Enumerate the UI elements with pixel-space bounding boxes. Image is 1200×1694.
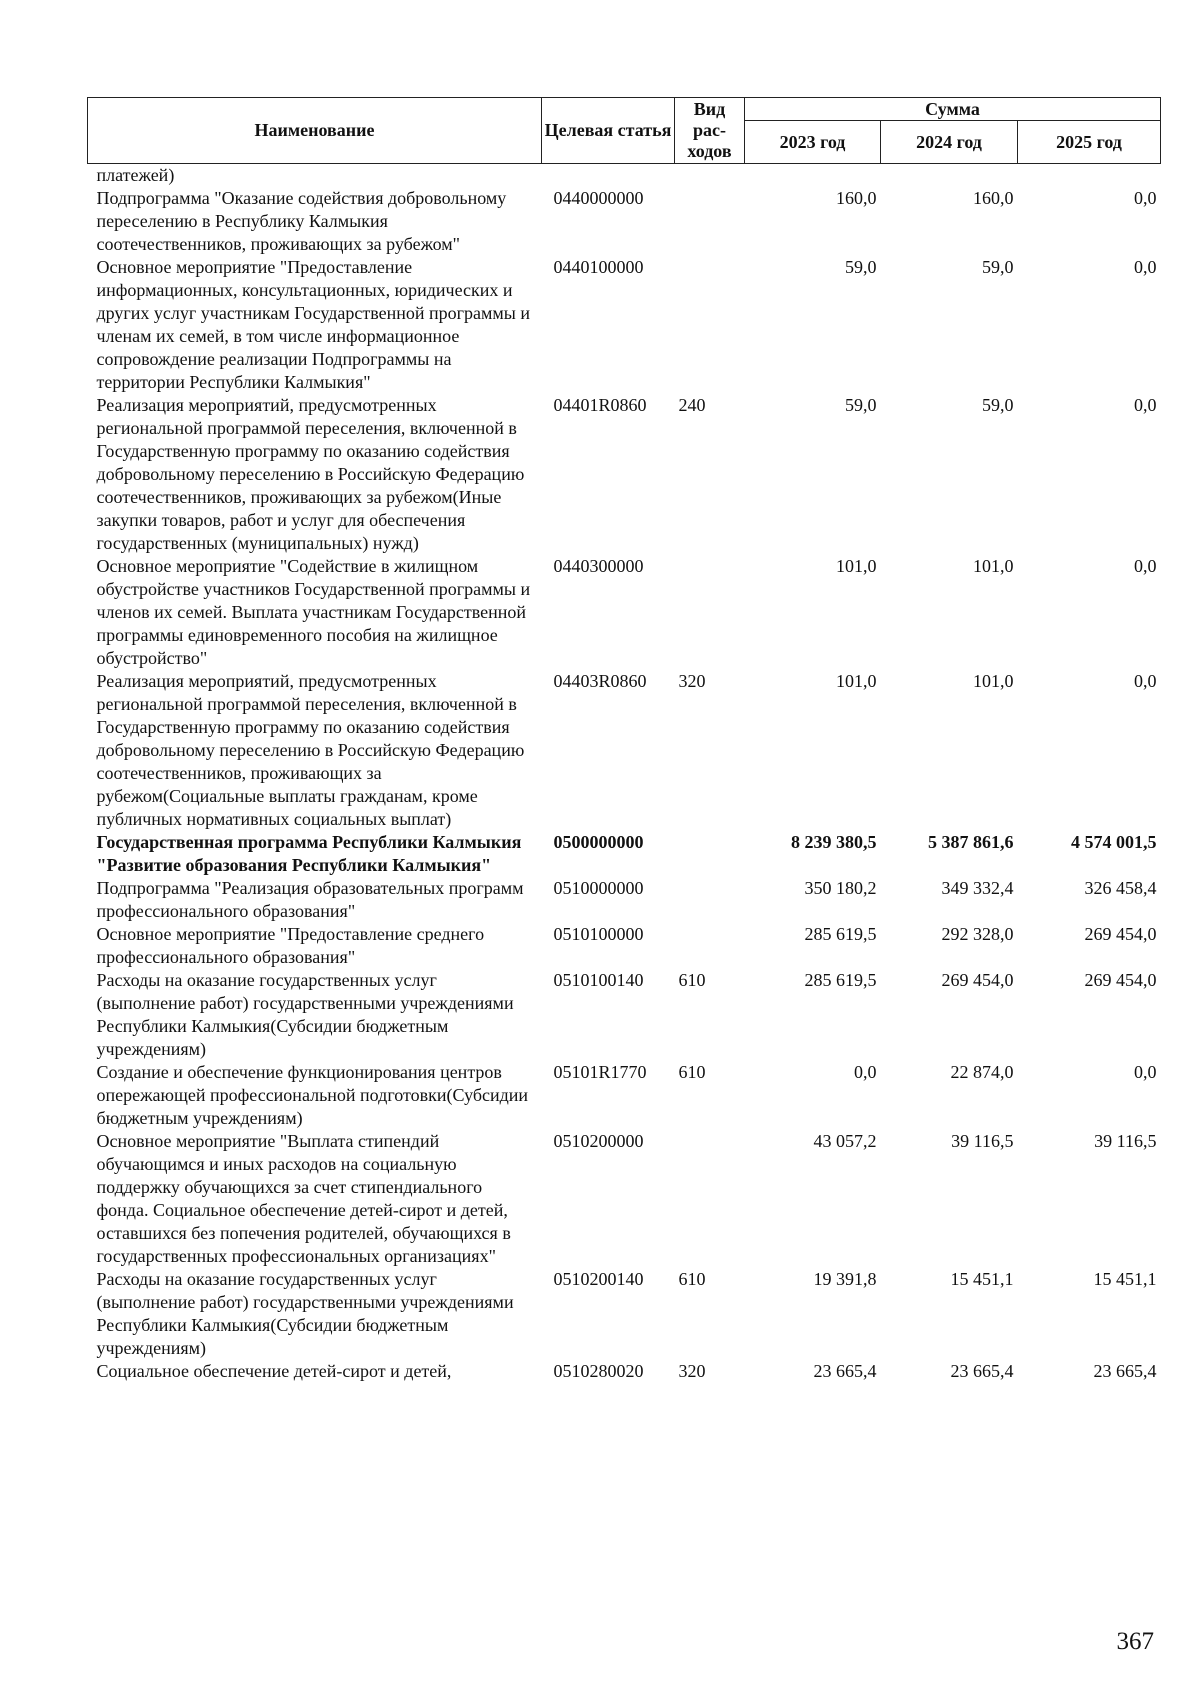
row-sum-2023: 8 239 380,5 bbox=[791, 832, 877, 852]
table-row bbox=[88, 670, 1161, 831]
table-body bbox=[88, 164, 1161, 1384]
header-year-2025: 2025 год bbox=[1018, 121, 1161, 164]
row-target-article bbox=[542, 164, 675, 188]
row-expense-kind: 320 bbox=[678, 671, 706, 691]
row-sum-2023: 285 619,5 bbox=[804, 924, 877, 944]
row-sum-2023: 101,0 bbox=[836, 556, 877, 576]
header-year-2023: 2023 год bbox=[745, 121, 881, 164]
row-sum-2024: 39 116,5 bbox=[951, 1131, 1014, 1151]
row-sum-2023: 43 057,2 bbox=[813, 1131, 877, 1151]
row-sum-2025: 15 451,1 bbox=[1093, 1269, 1157, 1289]
table-row bbox=[88, 1360, 1161, 1383]
row-sum-2024: 59,0 bbox=[982, 257, 1014, 277]
header-sum: Сумма bbox=[745, 98, 1161, 121]
row-sum-2023 bbox=[745, 164, 881, 188]
row-target-article: 0510000000 bbox=[553, 878, 644, 898]
row-sum-2023: 160,0 bbox=[836, 188, 877, 208]
row-sum-2024: 101,0 bbox=[973, 671, 1014, 691]
row-sum-2025: 269 454,0 bbox=[1084, 924, 1157, 944]
row-sum-2025: 0,0 bbox=[1134, 556, 1157, 576]
row-expense-kind: 320 bbox=[678, 1361, 706, 1381]
row-target-article: 0510100140 bbox=[553, 970, 644, 990]
row-sum-2025: 0,0 bbox=[1134, 1062, 1157, 1082]
page-number: 367 bbox=[1116, 1628, 1154, 1655]
row-target-article: 0510280020 bbox=[553, 1361, 644, 1381]
table-row bbox=[88, 1268, 1161, 1360]
row-expense-kind bbox=[675, 831, 745, 877]
row-name: Основное мероприятие "Предоставление среднего профессионального образования" bbox=[96, 924, 485, 967]
row-sum-2023: 101,0 bbox=[836, 671, 877, 691]
row-sum-2024: 15 451,1 bbox=[950, 1269, 1014, 1289]
row-name: Социальное обеспечение детей-сирот и детей, bbox=[96, 1361, 452, 1381]
row-name: Основное мероприятие "Предоставление информационных, консультационных, юридических и других услуг участникам Государственной программы и членам их семей, в том числе информационное сопровождение реализации Подпрограммы на территории Республики Калмыкия" bbox=[96, 257, 530, 392]
row-name: Создание и обеспечение функционирования центров опережающей профессиональной подготовки(Субсидии бюджетным учреждениям) bbox=[96, 1062, 529, 1128]
row-name: Государственная программа Республики Калмыкия "Развитие образования Республики Калмыкия" bbox=[96, 832, 522, 875]
row-sum-2023: 19 391,8 bbox=[813, 1269, 877, 1289]
row-sum-2023: 350 180,2 bbox=[804, 878, 877, 898]
row-sum-2024: 349 332,4 bbox=[941, 878, 1014, 898]
row-sum-2025: 0,0 bbox=[1134, 188, 1157, 208]
header-name: Наименование bbox=[88, 98, 542, 164]
row-sum-2025: 0,0 bbox=[1134, 395, 1157, 415]
row-name: Основное мероприятие "Выплата стипендий обучающимся и иных расходов на социальную поддержку обучающихся за счет стипендиального фонда. Социальное обеспечение детей-сирот и детей, оставшихся без попечения родителей, обучающихся в государственных профессиональных организациях" bbox=[96, 1131, 511, 1266]
row-expense-kind bbox=[675, 256, 745, 394]
header-year-2024: 2024 год bbox=[881, 121, 1018, 164]
row-name: платежей) bbox=[96, 165, 175, 185]
table-row bbox=[88, 1130, 1161, 1268]
row-sum-2025 bbox=[1018, 164, 1161, 188]
row-sum-2024: 292 328,0 bbox=[941, 924, 1014, 944]
row-target-article: 04403R0860 bbox=[553, 671, 647, 691]
row-name: Расходы на оказание государственных услуг (выполнение работ) государственными учреждениями Республики Калмыкия(Субсидии бюджетным учреждениям) bbox=[96, 1269, 514, 1358]
row-sum-2023: 285 619,5 bbox=[804, 970, 877, 990]
row-sum-2025: 39 116,5 bbox=[1094, 1131, 1157, 1151]
row-name: Реализация мероприятий, предусмотренных региональной программой переселения, включенной в Государственную программу по оказанию содействия добровольному переселению в Российскую Федерацию соотечественников, проживающих за рубежом(Социальные выплаты гражданам, кроме публичных нормативных социальных выплат) bbox=[96, 671, 525, 829]
row-expense-kind: 610 bbox=[678, 970, 706, 990]
row-target-article: 0510100000 bbox=[553, 924, 644, 944]
row-expense-kind bbox=[675, 923, 745, 969]
row-sum-2023: 59,0 bbox=[845, 395, 877, 415]
row-sum-2025: 326 458,4 bbox=[1084, 878, 1157, 898]
row-sum-2024: 5 387 861,6 bbox=[928, 832, 1014, 852]
row-sum-2023: 23 665,4 bbox=[813, 1361, 877, 1381]
row-name: Основное мероприятие "Содействие в жилищном обустройстве участников Государственной программы и членов их семей. Выплата участникам Государственной программы единовременного пособия на жилищное обустройство" bbox=[96, 556, 531, 668]
row-expense-kind: 610 bbox=[678, 1269, 706, 1289]
table-row bbox=[88, 555, 1161, 670]
row-sum-2024: 160,0 bbox=[973, 188, 1014, 208]
budget-table bbox=[87, 97, 1161, 1383]
row-target-article: 0440000000 bbox=[553, 188, 644, 208]
table-row bbox=[88, 969, 1161, 1061]
table-row bbox=[88, 1061, 1161, 1130]
table-row bbox=[88, 923, 1161, 969]
row-sum-2024: 59,0 bbox=[982, 395, 1014, 415]
row-sum-2023: 0,0 bbox=[854, 1062, 877, 1082]
row-name: Реализация мероприятий, предусмотренных региональной программой переселения, включенной в Государственную программу по оказанию содействия добровольному переселению в Российскую Федерацию соотечественников, проживающих за рубежом(Иные закупки товаров, работ и услуг для обеспечения государственных (муниципальных) нужд) bbox=[96, 395, 525, 553]
row-expense-kind bbox=[675, 164, 745, 188]
table-row bbox=[88, 164, 1161, 188]
row-name: Подпрограмма "Оказание содействия добровольному переселению в Республику Калмыкия соотечественников, проживающих за рубежом" bbox=[96, 188, 507, 254]
row-expense-kind: 240 bbox=[678, 395, 706, 415]
row-sum-2024: 23 665,4 bbox=[950, 1361, 1014, 1381]
row-sum-2024: 101,0 bbox=[973, 556, 1014, 576]
row-target-article: 0440100000 bbox=[553, 257, 644, 277]
row-name: Подпрограмма "Реализация образовательных программ профессионального образования" bbox=[96, 878, 524, 921]
table-row bbox=[88, 394, 1161, 555]
row-sum-2025: 269 454,0 bbox=[1084, 970, 1157, 990]
row-target-article: 0510200140 bbox=[553, 1269, 644, 1289]
row-target-article: 04401R0860 bbox=[553, 395, 647, 415]
row-expense-kind bbox=[675, 877, 745, 923]
row-sum-2025: 0,0 bbox=[1134, 257, 1157, 277]
row-name: Расходы на оказание государственных услуг (выполнение работ) государственными учреждениями Республики Калмыкия(Субсидии бюджетным учреждениям) bbox=[96, 970, 514, 1059]
table-row bbox=[88, 831, 1161, 877]
row-target-article: 0510200000 bbox=[553, 1131, 644, 1151]
header-expense-kind: Вид рас-ходов bbox=[675, 98, 745, 164]
table-row bbox=[88, 256, 1161, 394]
row-target-article: 05101R1770 bbox=[553, 1062, 647, 1082]
row-expense-kind bbox=[675, 187, 745, 256]
table-header bbox=[88, 98, 1161, 164]
header-target-article: Целевая статья bbox=[542, 98, 675, 164]
table-row bbox=[88, 877, 1161, 923]
row-sum-2024: 269 454,0 bbox=[941, 970, 1014, 990]
table-row bbox=[88, 187, 1161, 256]
row-sum-2025: 23 665,4 bbox=[1093, 1361, 1157, 1381]
row-expense-kind bbox=[675, 555, 745, 670]
row-target-article: 0440300000 bbox=[553, 556, 644, 576]
row-sum-2024: 22 874,0 bbox=[950, 1062, 1014, 1082]
row-sum-2023: 59,0 bbox=[845, 257, 877, 277]
row-sum-2024 bbox=[881, 164, 1018, 188]
row-sum-2025: 0,0 bbox=[1134, 671, 1157, 691]
row-expense-kind: 610 bbox=[678, 1062, 706, 1082]
row-expense-kind bbox=[675, 1130, 745, 1268]
row-sum-2025: 4 574 001,5 bbox=[1071, 832, 1157, 852]
row-target-article: 0500000000 bbox=[553, 832, 644, 852]
